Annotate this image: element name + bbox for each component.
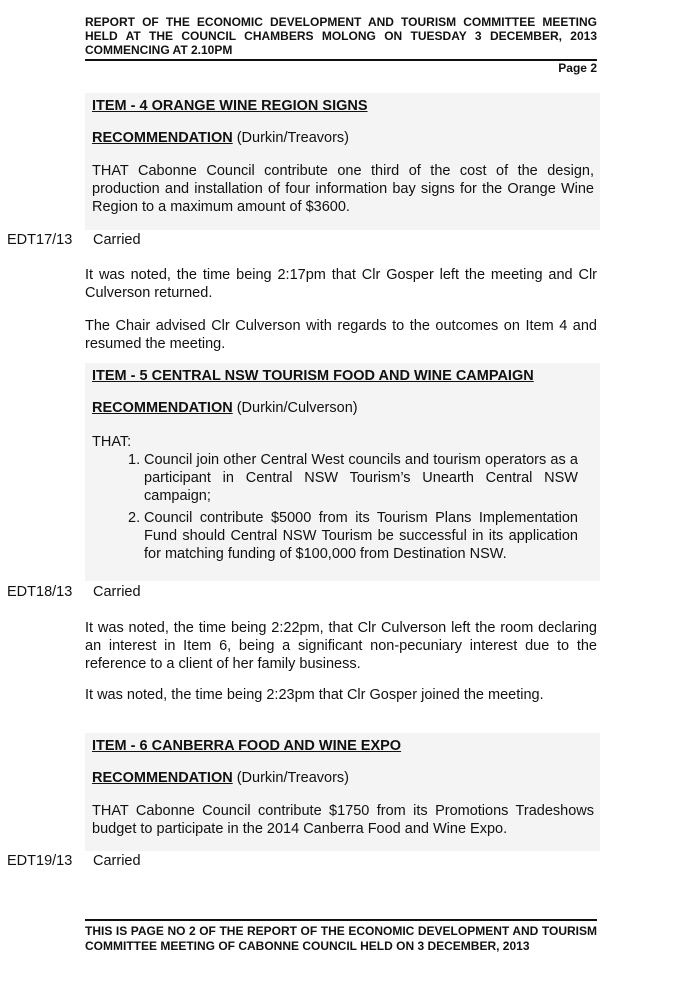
list-item <box>128 451 598 507</box>
note-paragraph: The Chair advised Clr Culverson with regards to the outcomes on Item 4 and resumed the meeting. <box>85 318 597 352</box>
note-paragraph: It was noted, the time being 2:23pm that Clr Gosper joined the meeting. <box>85 687 544 703</box>
item4-recommendation <box>92 129 349 147</box>
recommendation-label: RECOMMENDATION <box>92 400 233 416</box>
item6-resolution-text: THAT Cabonne Council contribute $1750 from its Promotions Tradeshows budget to participate in the 2014 Canberra Food and Wine Expo. <box>92 803 594 837</box>
note-paragraph: It was noted, the time being 2:22pm, that Clr Culverson left the room declaring an interest in Item 6, being a significant non-pecuniary interest due to the reference to a client of her family business. <box>85 620 597 672</box>
page-number: Page 2 <box>558 61 597 75</box>
report-header: REPORT OF THE ECONOMIC DEVELOPMENT AND TOURISM COMMITTEE MEETING HELD AT THE COUNCIL CHAMBERS MOLONG ON TUESDAY 3 DECEMBER, 2013 COMMENCING AT 2.10PM <box>85 15 597 57</box>
footer-rule <box>85 919 597 921</box>
list-number: 1. <box>128 452 141 468</box>
item6-heading: ITEM - 6 CANBERRA FOOD AND WINE EXPO <box>92 738 402 754</box>
recommendation-movers: (Durkin/Treavors) <box>232 130 349 146</box>
item5-intro: THAT: <box>92 434 132 450</box>
recommendation-movers: (Durkin/Treavors) <box>232 770 349 786</box>
recommendation-label: RECOMMENDATION <box>92 130 233 146</box>
list-text: Council join other Central West councils and tourism operators as a participant in Central NSW Tourism’s Unearth Central NSW campaign; <box>144 452 578 504</box>
recommendation-movers: (Durkin/Culverson) <box>232 400 358 416</box>
list-item <box>128 509 598 565</box>
page-footer: THIS IS PAGE NO 2 OF THE REPORT OF THE ECONOMIC DEVELOPMENT AND TOURISM COMMITTEE MEETING OF CABONNE COUNCIL HELD ON 3 DECEMBER, 2013 <box>85 924 597 953</box>
item5-heading: ITEM - 5 CENTRAL NSW TOURISM FOOD AND WINE CAMPAIGN <box>92 368 534 384</box>
item6-result: Carried <box>93 853 141 869</box>
item4-resolution-text: THAT Cabonne Council contribute one third of the cost of the design, production and installation of four information bay signs for the Orange Wine Region to a maximum amount of $3600. <box>92 163 594 215</box>
header-rule <box>85 59 597 61</box>
note-paragraph: It was noted, the time being 2:17pm that Clr Gosper left the meeting and Clr Culverson returned. <box>85 267 597 301</box>
list-number: 2. <box>128 510 141 526</box>
item4-result: Carried <box>93 232 141 248</box>
item4-heading: ITEM - 4 ORANGE WINE REGION SIGNS <box>92 98 368 114</box>
item5-recommendation <box>92 399 358 417</box>
item5-minute-number: EDT18/13 <box>7 584 73 600</box>
item5-result: Carried <box>93 584 141 600</box>
list-text: Council contribute $5000 from its Tourism Plans Implementation Fund should Central NSW Tourism be successful in its application for matching funding of $100,000 from Destination NSW. <box>144 510 578 562</box>
item4-minute-number: EDT17/13 <box>7 232 73 248</box>
item6-recommendation <box>92 769 349 787</box>
item6-minute-number: EDT19/13 <box>7 853 73 869</box>
recommendation-label: RECOMMENDATION <box>92 770 233 786</box>
